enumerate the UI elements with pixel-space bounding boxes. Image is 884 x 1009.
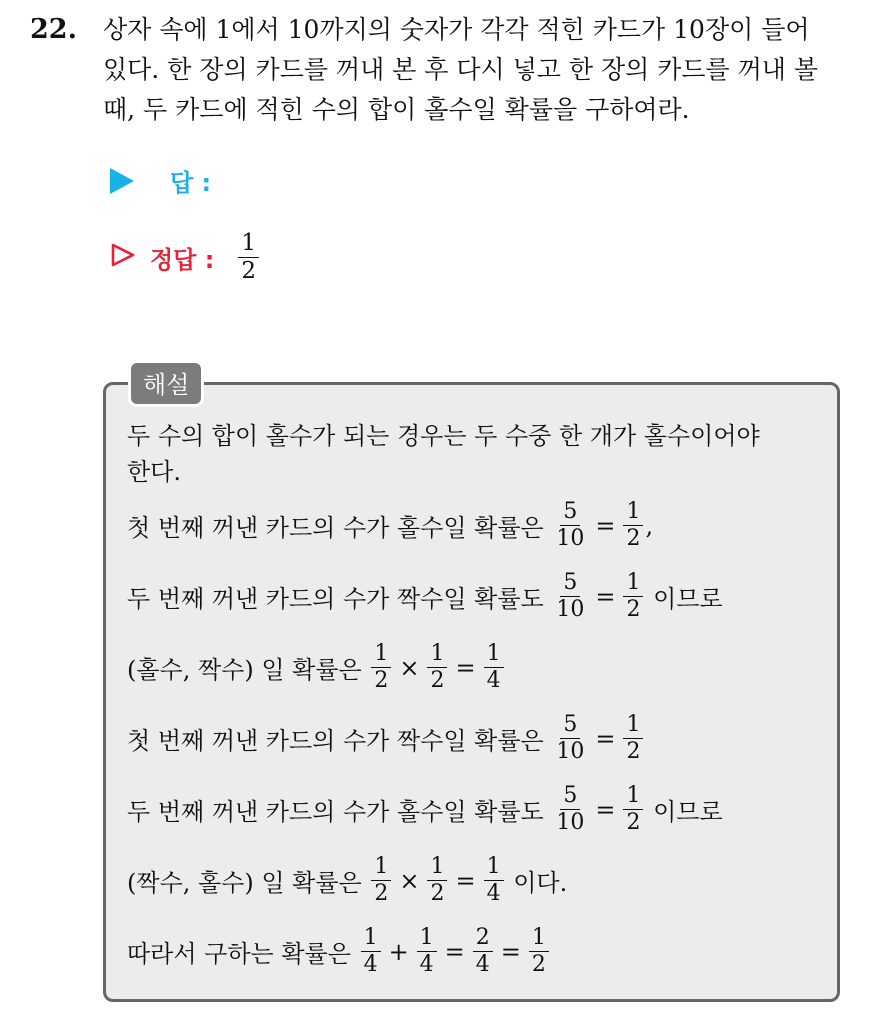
equals-sign: = (595, 795, 616, 824)
fraction-numerator: 1 (371, 856, 391, 881)
fraction (484, 643, 504, 692)
fraction (427, 856, 447, 905)
fraction-numerator: 1 (427, 856, 447, 881)
solution-text: 두 번째 꺼낸 카드의 수가 짝수일 확률도 (127, 585, 544, 613)
fraction-denominator: 2 (531, 952, 546, 977)
solution-tail: 이다. (513, 869, 568, 897)
fraction-denominator: 2 (374, 668, 389, 693)
solution-text: 첫 번째 꺼낸 카드의 수가 짝수일 확률은 (127, 727, 544, 755)
question-line: 상자 속에 1에서 10까지의 숫자가 각각 적힌 카드가 10장이 들어 (103, 15, 810, 44)
equals-sign: = (500, 937, 521, 966)
fraction (473, 927, 493, 976)
fraction-denominator: 10 (556, 739, 585, 764)
fraction-denominator: 2 (374, 881, 389, 906)
solution-line (127, 561, 832, 632)
solution-line (127, 454, 832, 490)
solution-text: 두 수의 합이 홀수가 되는 경우는 두 수중 한 개가 홀수이어야 (127, 422, 760, 450)
fraction (427, 643, 447, 692)
solution-line (127, 845, 832, 916)
fraction-numerator: 1 (427, 643, 447, 668)
fraction-numerator: 2 (473, 927, 493, 952)
answer-key-row (110, 232, 259, 283)
fraction-numerator: 1 (623, 501, 643, 526)
solution-text: (홀수, 짝수) 일 확률은 (127, 656, 362, 684)
fraction-denominator: 4 (486, 881, 501, 906)
fraction-numerator: 1 (623, 572, 643, 597)
answer-key-label: 정답 : (150, 246, 215, 274)
fraction-numerator: 5 (560, 501, 580, 526)
times-sign: × (399, 653, 420, 682)
plus-sign: + (388, 937, 409, 966)
fraction-denominator: 2 (626, 739, 641, 764)
fraction-denominator: 2 (626, 597, 641, 622)
fraction (623, 572, 643, 621)
fraction (623, 714, 643, 763)
fraction (623, 501, 643, 550)
fraction (417, 927, 437, 976)
question-number: 22. (30, 14, 77, 45)
fraction (553, 572, 587, 621)
fraction-numerator: 5 (560, 714, 580, 739)
solution-line (127, 418, 832, 454)
fraction-denominator: 10 (556, 810, 585, 835)
fraction (484, 856, 504, 905)
fraction-numerator: 1 (238, 232, 259, 258)
question-text (103, 10, 863, 130)
outline-arrow-icon (110, 242, 136, 274)
fraction (553, 785, 587, 834)
solution-content (127, 418, 832, 987)
fraction-denominator: 4 (419, 952, 434, 977)
fraction (361, 927, 381, 976)
fraction-numerator: 1 (529, 927, 549, 952)
question-line: 있다. 한 장의 카드를 꺼내 본 후 다시 넣고 한 장의 카드를 꺼내 볼 (103, 55, 819, 84)
solution-line (127, 632, 832, 703)
solution-text: 따라서 구하는 확률은 (127, 940, 351, 968)
fraction-numerator: 1 (484, 856, 504, 881)
times-sign: × (399, 866, 420, 895)
answer-blank-row (110, 163, 211, 198)
fraction (553, 501, 587, 550)
fraction-denominator: 2 (430, 881, 445, 906)
fraction-denominator: 2 (430, 668, 445, 693)
fraction-denominator: 2 (626, 526, 641, 551)
fraction-numerator: 1 (623, 714, 643, 739)
fraction (529, 927, 549, 976)
solution-line (127, 774, 832, 845)
equals-sign: = (455, 866, 476, 895)
fraction-numerator: 1 (417, 927, 437, 952)
fraction-numerator: 5 (560, 785, 580, 810)
fraction-numerator: 1 (361, 927, 381, 952)
equals-sign: = (444, 937, 465, 966)
solution-tail: , (645, 511, 654, 540)
question-line: 때, 두 카드에 적힌 수의 합이 홀수일 확률을 구하여라. (103, 95, 690, 124)
fraction-denominator: 10 (556, 526, 585, 551)
fraction (553, 714, 587, 763)
fraction-denominator: 10 (556, 597, 585, 622)
fraction (623, 785, 643, 834)
fraction-denominator: 4 (486, 668, 501, 693)
solution-text: 한다. (127, 458, 181, 486)
equals-sign: = (455, 653, 476, 682)
solution-tail: 이므로 (653, 585, 723, 613)
fraction-denominator: 2 (241, 258, 256, 284)
equals-sign: = (595, 724, 616, 753)
play-arrow-icon (110, 168, 134, 194)
fraction (371, 643, 391, 692)
solution-line (127, 490, 832, 561)
fraction-numerator: 1 (623, 785, 643, 810)
fraction-numerator: 5 (560, 572, 580, 597)
solution-line (127, 916, 832, 987)
fraction (371, 856, 391, 905)
solution-text: 첫 번째 꺼낸 카드의 수가 홀수일 확률은 (127, 514, 544, 542)
fraction-numerator: 1 (371, 643, 391, 668)
fraction-denominator: 4 (363, 952, 378, 977)
equals-sign: = (595, 582, 616, 611)
answer-blank-label: 답 : (170, 169, 212, 197)
solution-text: 두 번째 꺼낸 카드의 수가 홀수일 확률도 (127, 798, 544, 826)
solution-line (127, 703, 832, 774)
fraction-denominator: 4 (475, 952, 490, 977)
solution-tail: 이므로 (653, 798, 723, 826)
fraction-denominator: 2 (626, 810, 641, 835)
solution-text: (짝수, 홀수) 일 확률은 (127, 869, 362, 897)
solution-tag: 해설 (128, 360, 204, 407)
answer-fraction (238, 232, 259, 283)
fraction-numerator: 1 (484, 643, 504, 668)
equals-sign: = (595, 511, 616, 540)
